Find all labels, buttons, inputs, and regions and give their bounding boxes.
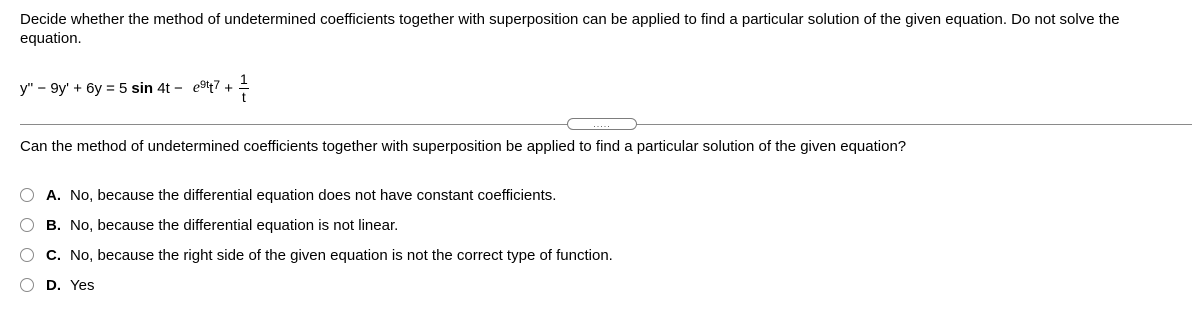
fraction-numerator: 1: [239, 70, 248, 87]
fraction-denominator: t: [241, 88, 246, 105]
radio-button-d[interactable]: [20, 278, 34, 292]
option-d[interactable]: [20, 270, 613, 300]
answer-options: [20, 180, 613, 300]
option-a-letter: A.: [46, 186, 61, 204]
radio-button-a[interactable]: [20, 188, 34, 202]
option-c[interactable]: [20, 240, 613, 270]
radio-button-b[interactable]: [20, 218, 34, 232]
option-a-text: No, because the differential equation does not have constant coefficients.: [70, 186, 557, 204]
instructions-text: Decide whether the method of undetermined coefficients together with superposition can be applied to find a particular solution of the given equation. Do not solve the equation.: [20, 11, 1120, 47]
equation-plus: +: [220, 79, 233, 97]
option-d-text: Yes: [70, 276, 95, 294]
option-d-letter: D.: [46, 276, 61, 294]
expand-button[interactable]: .....: [567, 118, 637, 130]
equation-fraction: [238, 72, 250, 105]
option-b-letter: B.: [46, 216, 61, 234]
equation-t: t: [209, 79, 214, 97]
option-b-text: No, because the differential equation is not linear.: [70, 216, 399, 234]
option-b[interactable]: [20, 210, 613, 240]
option-c-text: No, because the right side of the given equation is not the correct type of function.: [70, 246, 613, 264]
equation-sin-arg: 4t −: [153, 79, 187, 97]
differential-equation: y'' − 9y' + 6y = 5 sin 4t − e $^{9t}$ t $^7$ + $\frac{1}{t}$: [20, 70, 248, 105]
option-c-letter: C.: [46, 246, 61, 264]
radio-button-c[interactable]: [20, 248, 34, 262]
equation-sin: sin: [131, 79, 154, 97]
equation-lhs: y'' − 9y' + 6y = 5: [20, 79, 128, 97]
equation-e: e: [192, 79, 200, 96]
option-a[interactable]: [20, 180, 613, 210]
question-text: Can the method of undetermined coefficients together with superposition be applied to find a particular solution of the given equation?: [20, 138, 907, 155]
